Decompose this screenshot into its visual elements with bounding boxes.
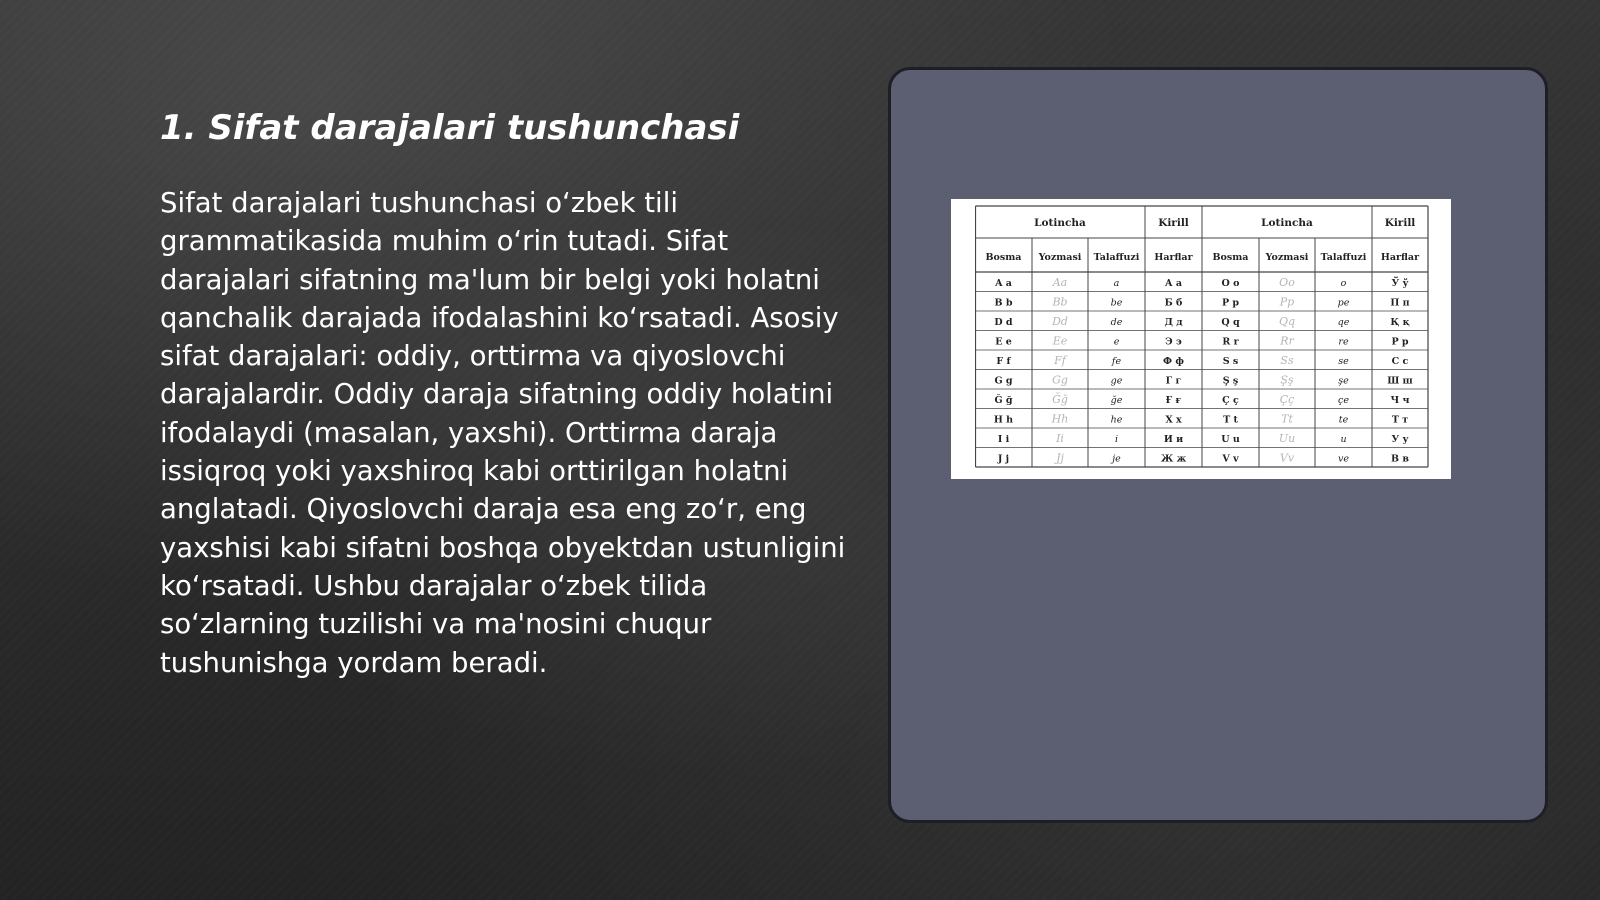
table-cell: çe bbox=[1338, 395, 1349, 406]
table-cell: Э э bbox=[1165, 336, 1182, 348]
table-cell: se bbox=[1338, 356, 1349, 367]
table-cell: С с bbox=[1391, 356, 1409, 367]
table-cell: u bbox=[1340, 434, 1347, 445]
table-cell: Hh bbox=[1051, 412, 1069, 426]
table-cell: Qq bbox=[1278, 315, 1296, 328]
table-cell: Ж ж bbox=[1160, 453, 1187, 465]
table-group-header: Lotincha bbox=[1034, 217, 1086, 229]
table-cell: ge bbox=[1110, 375, 1123, 387]
table-cell: B b bbox=[994, 297, 1013, 309]
table-cell: a bbox=[1113, 278, 1120, 289]
table-cell: R r bbox=[1222, 336, 1239, 348]
table-cell: i bbox=[1114, 434, 1119, 445]
table-cell: te bbox=[1338, 414, 1349, 426]
table-cell: Х х bbox=[1165, 414, 1182, 426]
table-cell: Tt bbox=[1281, 412, 1293, 426]
table-cell: S s bbox=[1222, 356, 1239, 367]
table-cell: В в bbox=[1391, 453, 1409, 465]
table-cell: şe bbox=[1338, 375, 1349, 387]
table-cell: Jj bbox=[1056, 451, 1064, 465]
table-cell: he bbox=[1110, 414, 1123, 426]
table-cell: Ss bbox=[1280, 354, 1294, 367]
table-group-header: Kirill bbox=[1158, 217, 1189, 229]
table-cell: Çç bbox=[1279, 393, 1295, 406]
table-cell: Ғ ғ bbox=[1165, 395, 1182, 406]
table-group-header: Kirill bbox=[1384, 217, 1416, 229]
slide-title: 1. Sifat darajalari tushunchasi bbox=[160, 108, 740, 148]
table-cell: Р р bbox=[1391, 336, 1409, 348]
table-cell: У у bbox=[1391, 434, 1409, 445]
table-cell: Ğ ğ bbox=[994, 395, 1013, 406]
table-cell: Б б bbox=[1164, 297, 1183, 309]
table-cell: O o bbox=[1221, 278, 1240, 289]
table-cell: G g bbox=[994, 375, 1013, 387]
table-cell: Ш ш bbox=[1387, 375, 1413, 387]
table-cell: Pp bbox=[1279, 295, 1295, 309]
table-cell: E e bbox=[995, 336, 1012, 348]
table-cell: Ş ş bbox=[1222, 375, 1239, 387]
table-cell: re bbox=[1338, 336, 1349, 348]
table-cell: de bbox=[1110, 317, 1123, 328]
table-cell: D d bbox=[994, 317, 1013, 328]
table-column-header: Bosma bbox=[1212, 252, 1249, 263]
table-cell: T t bbox=[1223, 414, 1238, 426]
table-cell: Ff bbox=[1054, 354, 1066, 367]
table-cell: Rr bbox=[1280, 334, 1294, 348]
table-cell: Т т bbox=[1391, 414, 1409, 426]
table-cell: Ч ч bbox=[1390, 395, 1410, 406]
table-column-header: Harflar bbox=[1154, 252, 1193, 263]
table-cell: А а bbox=[1164, 278, 1183, 289]
table-column-header: Yozmasi bbox=[1265, 252, 1309, 263]
table-cell: V v bbox=[1222, 453, 1239, 465]
table-cell: je bbox=[1112, 453, 1121, 465]
table-cell: Ç ç bbox=[1222, 395, 1239, 406]
alphabet-table bbox=[975, 205, 1435, 479]
table-cell: Ф ф bbox=[1163, 356, 1184, 367]
table-cell: Bb bbox=[1052, 295, 1068, 309]
table-cell: Vv bbox=[1279, 451, 1295, 465]
table-cell: o bbox=[1340, 278, 1347, 289]
table-cell: qe bbox=[1337, 317, 1350, 328]
table-cell: pe bbox=[1337, 297, 1350, 309]
table-cell: Aa bbox=[1052, 276, 1068, 289]
table-column-header: Bosma bbox=[985, 252, 1022, 263]
image-panel bbox=[888, 67, 1548, 823]
table-cell: J j bbox=[997, 453, 1010, 465]
table-cell: Қ қ bbox=[1390, 317, 1410, 328]
table-cell: Şş bbox=[1280, 373, 1294, 387]
table-cell: Ğğ bbox=[1052, 393, 1068, 406]
table-cell: be bbox=[1110, 297, 1123, 309]
table-cell: Uu bbox=[1278, 432, 1296, 445]
table-cell: F f bbox=[996, 356, 1011, 367]
table-cell: ğe bbox=[1110, 395, 1123, 406]
table-cell: И и bbox=[1163, 434, 1184, 445]
slide-body-text: Sifat darajalari tushunchasi o‘zbek tili grammatikasida muhim o‘rin tutadi. Sifat darajalari sifatning ma'lum bir belgi yoki holatni qanchalik darajada ifodalashini ko‘rsatadi. Asosiy sifat darajalari: oddiy, orttirma va qiyoslovchi darajalardir. Oddiy daraja sifatning oddiy holatini ifodalaydi (masalan, yaxshi). Orttirma daraja issiqroq yoki yaxshiroq kabi orttirilgan holatni anglatadi. Qiyoslovchi daraja esa eng zo‘r, eng yaxshisi kabi sifatni boshqa obyektdan ustunligini ko‘rsatadi. Ushbu darajalar o‘zbek tilida so‘zlarning tuzilishi va ma'nosini chuqur tushunishga yordam beradi. bbox=[160, 187, 846, 679]
table-cell: Gg bbox=[1052, 373, 1068, 387]
table-cell: fe bbox=[1111, 356, 1122, 367]
table-group-header: Lotincha bbox=[1261, 217, 1313, 229]
table-cell: ve bbox=[1338, 453, 1349, 465]
table-cell: Г г bbox=[1165, 375, 1182, 387]
table-cell: Д д bbox=[1164, 317, 1183, 328]
table-cell: U u bbox=[1221, 434, 1240, 445]
table-cell: Ee bbox=[1052, 334, 1068, 348]
table-column-header: Talaffuzi bbox=[1320, 252, 1367, 263]
table-cell: e bbox=[1113, 336, 1120, 348]
table-column-header: Talaffuzi bbox=[1093, 252, 1140, 263]
table-cell: Oo bbox=[1279, 276, 1295, 289]
table-column-header: Harflar bbox=[1380, 252, 1420, 263]
table-cell: H h bbox=[993, 414, 1014, 426]
table-cell: I i bbox=[997, 434, 1010, 445]
table-cell: П п bbox=[1390, 297, 1410, 309]
alphabet-table-image bbox=[951, 199, 1451, 479]
table-cell: Ў ў bbox=[1391, 278, 1409, 289]
table-column-header: Yozmasi bbox=[1038, 252, 1082, 263]
table-cell: P p bbox=[1221, 297, 1240, 309]
table-cell: Ii bbox=[1056, 432, 1064, 445]
table-cell: Dd bbox=[1052, 315, 1068, 328]
table-cell: A a bbox=[995, 278, 1012, 289]
table-cell: Q q bbox=[1221, 317, 1240, 328]
